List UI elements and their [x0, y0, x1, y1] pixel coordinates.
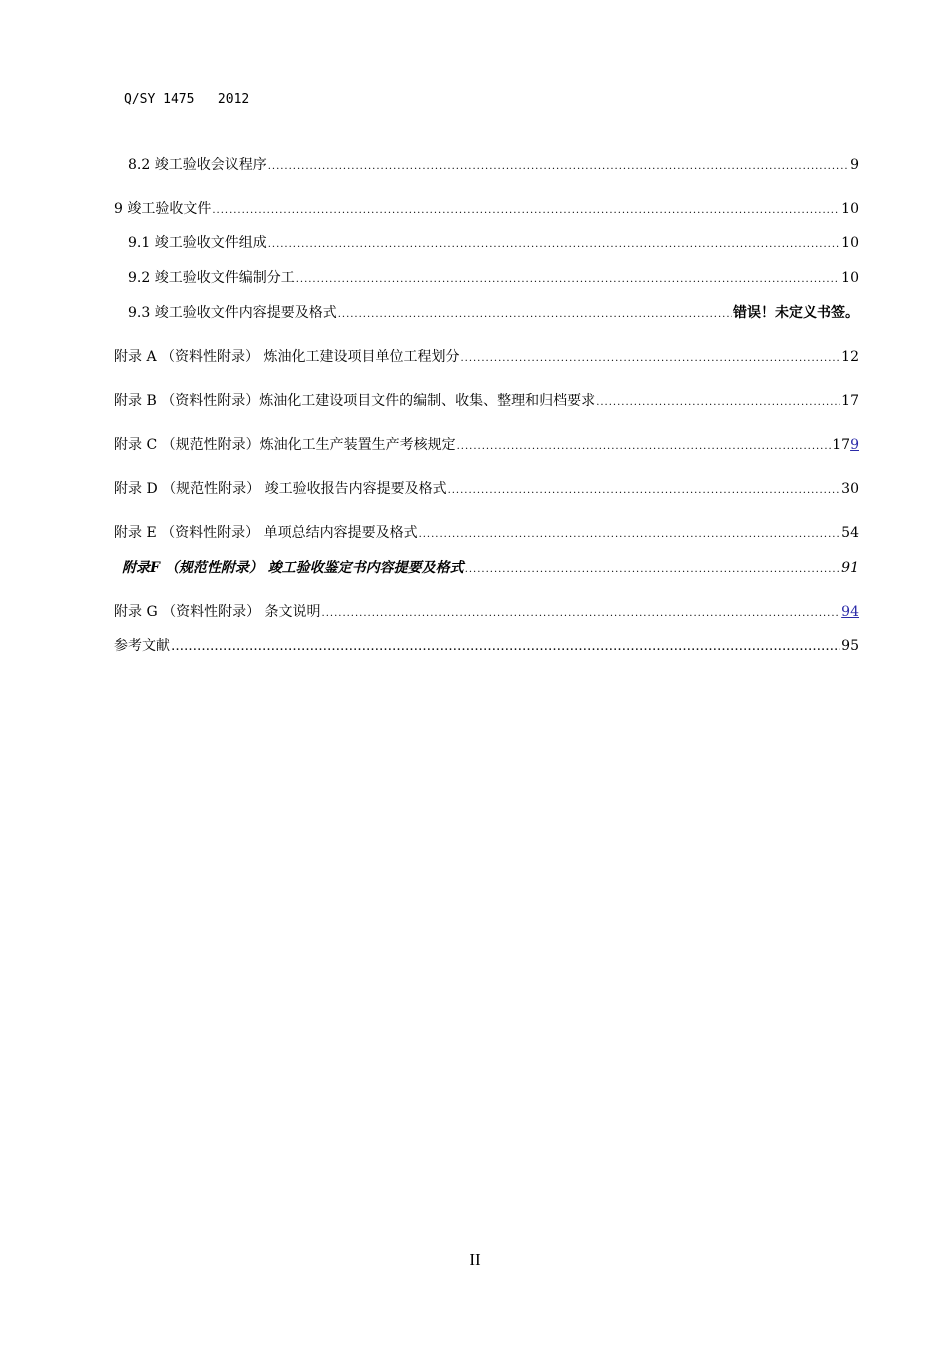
toc-dot-leader: [212, 200, 840, 220]
toc-entry-appendix-b[interactable]: [114, 392, 859, 412]
toc-entry-page: 30: [841, 481, 859, 497]
toc-dot-leader: [596, 392, 840, 412]
toc-entry-page: 10: [841, 235, 859, 251]
toc-entry-references[interactable]: [114, 637, 859, 656]
toc-entry-title: 9 竣工验收文件: [114, 201, 212, 217]
toc-dot-leader: [448, 480, 841, 500]
toc-entry-appendix-g[interactable]: [114, 603, 859, 623]
toc-page-link[interactable]: 94: [841, 604, 859, 620]
toc-dot-leader: [171, 637, 840, 656]
toc-entry-page: 12: [841, 349, 859, 365]
toc-dot-leader: [465, 559, 840, 579]
toc-entry-9[interactable]: [114, 200, 859, 220]
toc-entry-title: 附录 C （规范性附录）炼油化工生产装置生产考核规定: [114, 437, 456, 453]
toc-entry-title: 9.1 竣工验收文件组成: [128, 235, 267, 251]
toc-entry-9-2[interactable]: [128, 269, 859, 289]
toc-entry-appendix-d[interactable]: [114, 480, 859, 500]
toc-entry-title: 附录 E （资料性附录） 单项总结内容提要及格式: [114, 525, 418, 541]
toc-dot-leader: [457, 436, 832, 456]
toc-entry-title: 9.3 竣工验收文件内容提要及格式: [128, 305, 337, 321]
toc-entry-page: [832, 436, 859, 454]
toc-entry-appendix-c[interactable]: [114, 436, 859, 456]
toc-dot-leader: [268, 234, 840, 254]
toc-entry-9-1[interactable]: [128, 234, 859, 254]
toc-entry-appendix-a[interactable]: [114, 348, 859, 368]
toc-entry-title: 9.2 竣工验收文件编制分工: [128, 270, 295, 286]
toc-entry-page: 10: [841, 270, 859, 286]
toc-entry-title: 附录 D （规范性附录） 竣工验收报告内容提要及格式: [114, 481, 447, 497]
toc-entry-title: 8.2 竣工验收会议程序: [128, 157, 267, 173]
toc-bookmark-error: 错误！未定义书签。: [733, 305, 859, 321]
toc-dot-leader: [460, 348, 840, 368]
toc-entry-page: 54: [841, 525, 859, 541]
toc-entry-page: 91: [841, 560, 859, 576]
toc-page-link[interactable]: 9: [850, 437, 859, 453]
toc-entry-8-2[interactable]: [128, 156, 859, 176]
toc-entry-9-3[interactable]: [128, 304, 859, 324]
toc-entry-title: 附录 B （资料性附录）炼油化工建设项目文件的编制、收集、整理和归档要求: [114, 393, 596, 409]
toc-dot-leader: [296, 269, 840, 289]
toc-entry-page: 95: [841, 638, 859, 654]
toc-dot-leader: [338, 304, 732, 324]
toc-entry-page: 9: [850, 157, 859, 173]
toc-dot-leader: [268, 156, 849, 176]
document-code-header: Q/SY 1475 2012: [124, 92, 250, 107]
toc-entry-appendix-e[interactable]: [114, 524, 859, 544]
toc-entry-page: 10: [841, 201, 859, 217]
toc-entry-appendix-f[interactable]: [122, 559, 859, 579]
toc-page-prefix: 17: [832, 437, 851, 453]
page-number: II: [469, 1250, 481, 1269]
toc-entry-title: 附录 A （资料性附录） 炼油化工建设项目单位工程划分: [114, 349, 460, 365]
toc-entry-title: 附录 G （资料性附录） 条文说明: [114, 604, 321, 620]
toc-entry-title: 附录F （规范性附录） 竣工验收鉴定书内容提要及格式: [122, 560, 464, 576]
toc-dot-leader: [322, 603, 841, 623]
toc-entry-title: 参考文献: [114, 638, 170, 654]
toc-dot-leader: [419, 524, 841, 544]
toc-entry-page: 17: [841, 393, 859, 409]
